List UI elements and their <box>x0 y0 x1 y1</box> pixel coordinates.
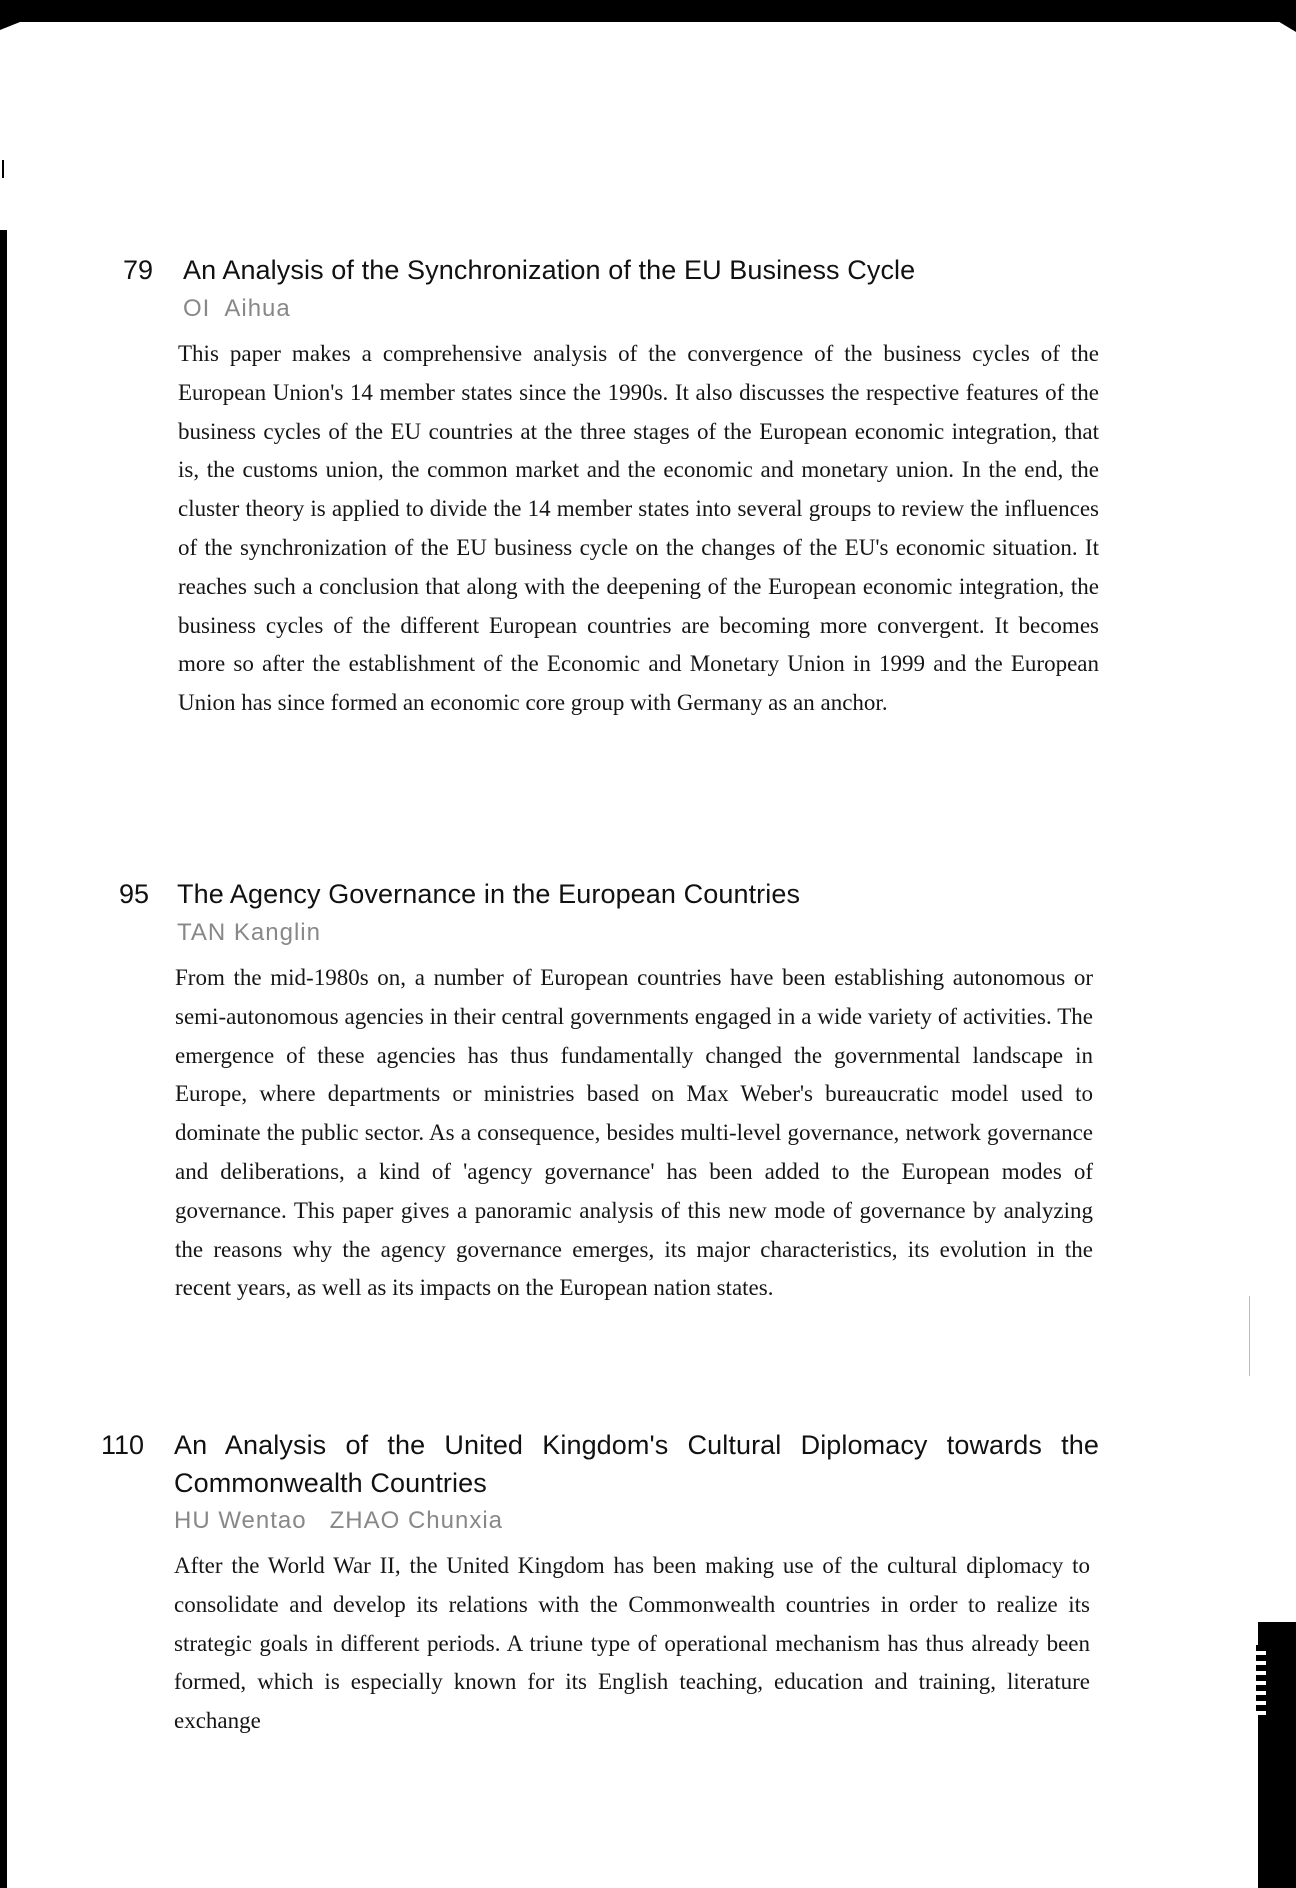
scan-mark-right <box>1249 1296 1250 1376</box>
entry-abstract: After the World War II, the United Kingdom has been making use of the cultural diplomacy to consolidate and develop its relations with the Commonwealth countries in order to realize its strategic goals in different periods. A triune type of operational mechanism has thus already been formed, which is especially known for its English teaching, education and training, literature exchange <box>174 1553 1090 1734</box>
entry-title: The Agency Governance in the European Countries <box>177 879 801 909</box>
page-number: 95 <box>118 879 149 909</box>
entry-author: TAN Kanglin <box>177 919 321 946</box>
scan-mark <box>2 160 4 178</box>
entry-abstract: From the mid-1980s on, a number of European countries have been establishing autonomous or semi-autonomous agencies in their central governments engaged in a wide variety of activities. The emergence of these agencies has thus fundamentally changed the governmental landscape in Europe, where departments or ministries based on Max Weber's bureaucratic model used to dominate the public sector. As a consequence, besides multi-level governance, network governance and deliberations, a kind of 'agency governance' has been added to the European modes of governance. This paper gives a panoramic analysis of this new mode of governance by analyzing the reasons why the agency governance emerges, its major characteristics, its evolution in the recent years, as well as its impacts on the European nation states. <box>175 965 1093 1301</box>
page-number: 79 <box>122 255 153 285</box>
scan-corner-left <box>0 14 40 30</box>
entry-title: An Analysis of the Synchronization of the EU Business Cycle <box>183 255 916 285</box>
entry-author: OI Aihua <box>183 295 291 322</box>
scan-left-edge <box>0 230 7 1888</box>
page-number: 110 <box>100 1430 144 1460</box>
entry-author: HU Wentao ZHAO Chunxia <box>174 1507 504 1534</box>
entry-title: An Analysis of the United Kingdom's Cultural Diplomacy towards the Commonwealth Countries <box>174 1430 1099 1498</box>
scan-binding-holes <box>1256 1645 1266 1715</box>
entry-abstract: This paper makes a comprehensive analysis of the convergence of the business cycles of the European Union's 14 member states since the 1990s. It also discusses the respective features of the business cycles of the EU countries at the three stages of the European economic integration, that is, the customs union, the common market and the economic and monetary union. In the end, the cluster theory is applied to divide the 14 member states into several groups to review the influences of the synchronization of the EU business cycle on the changes of the EU's economic situation. It reaches such a conclusion that along with the deepening of the European economic integration, the business cycles of the different European countries are becoming more convergent. It becomes more so after the establishment of the Economic and Monetary Union in 1999 and the European Union has since formed an economic core group with Germany as an anchor. <box>178 341 1099 716</box>
scan-top-edge <box>0 0 1296 22</box>
